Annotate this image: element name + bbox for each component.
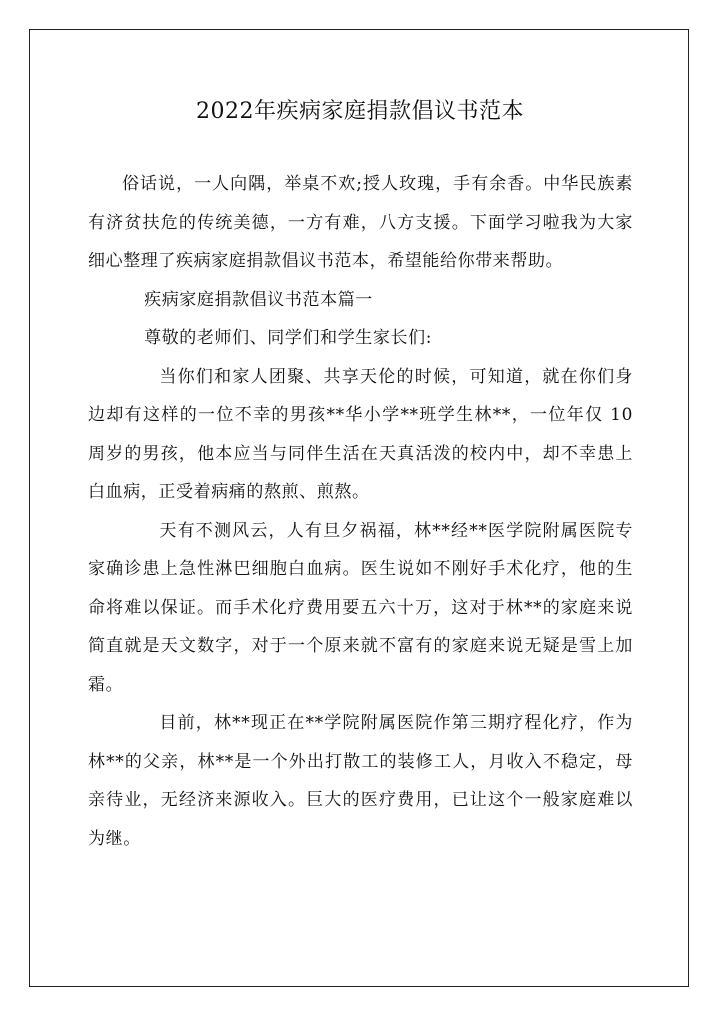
body-paragraph-2: 天有不测风云，人有旦夕祸福，林**经**医学院附属医院专家确诊患上急性淋巴细胞白血病。医生说如不刚好手术化疗，他的生命将难以保证。而手术化疗费用要五六十万，这对于林**的家庭来说简直就是天文数字，对于一个原来就不富有的家庭来说无疑是雪上加霜。: [88, 520, 633, 695]
document-title: 2022年疾病家庭捐款倡议书范本: [196, 99, 524, 124]
body-paragraph-1: 当你们和家人团聚、共享天伦的时候，可知道，就在你们身边却有这样的一位不幸的男孩**华小学**班学生林**，一位年仅 10 周岁的男孩，他本应当与同伴生活在天真活泼的校内中，却不幸患上白血病，正受着病痛的熬煎、煎熬。: [88, 366, 633, 502]
body-paragraph-3: 目前，林**现正在**学院附属医院作第三期疗程化疗，作为林**的父亲，林**是一个外出打散工的装修工人，月收入不稳定，母亲待业，无经济来源收入。巨大的医疗费用，已让这个一般家庭难以为继。: [88, 713, 633, 849]
document-body: [88, 165, 633, 858]
section-heading: 疾病家庭捐款倡议书范本篇一: [144, 289, 373, 310]
salutation: 尊敬的老师们、同学们和学生家长们:: [144, 328, 433, 348]
intro-paragraph: 俗话说，一人向隅，举桌不欢;授人玫瑰，手有余香。中华民族素有济贫扶危的传统美德，一方有难，八方支援。下面学习啦我为大家细心整理了疾病家庭捐款倡议书范本，希望能给你带来帮助。: [88, 174, 633, 271]
